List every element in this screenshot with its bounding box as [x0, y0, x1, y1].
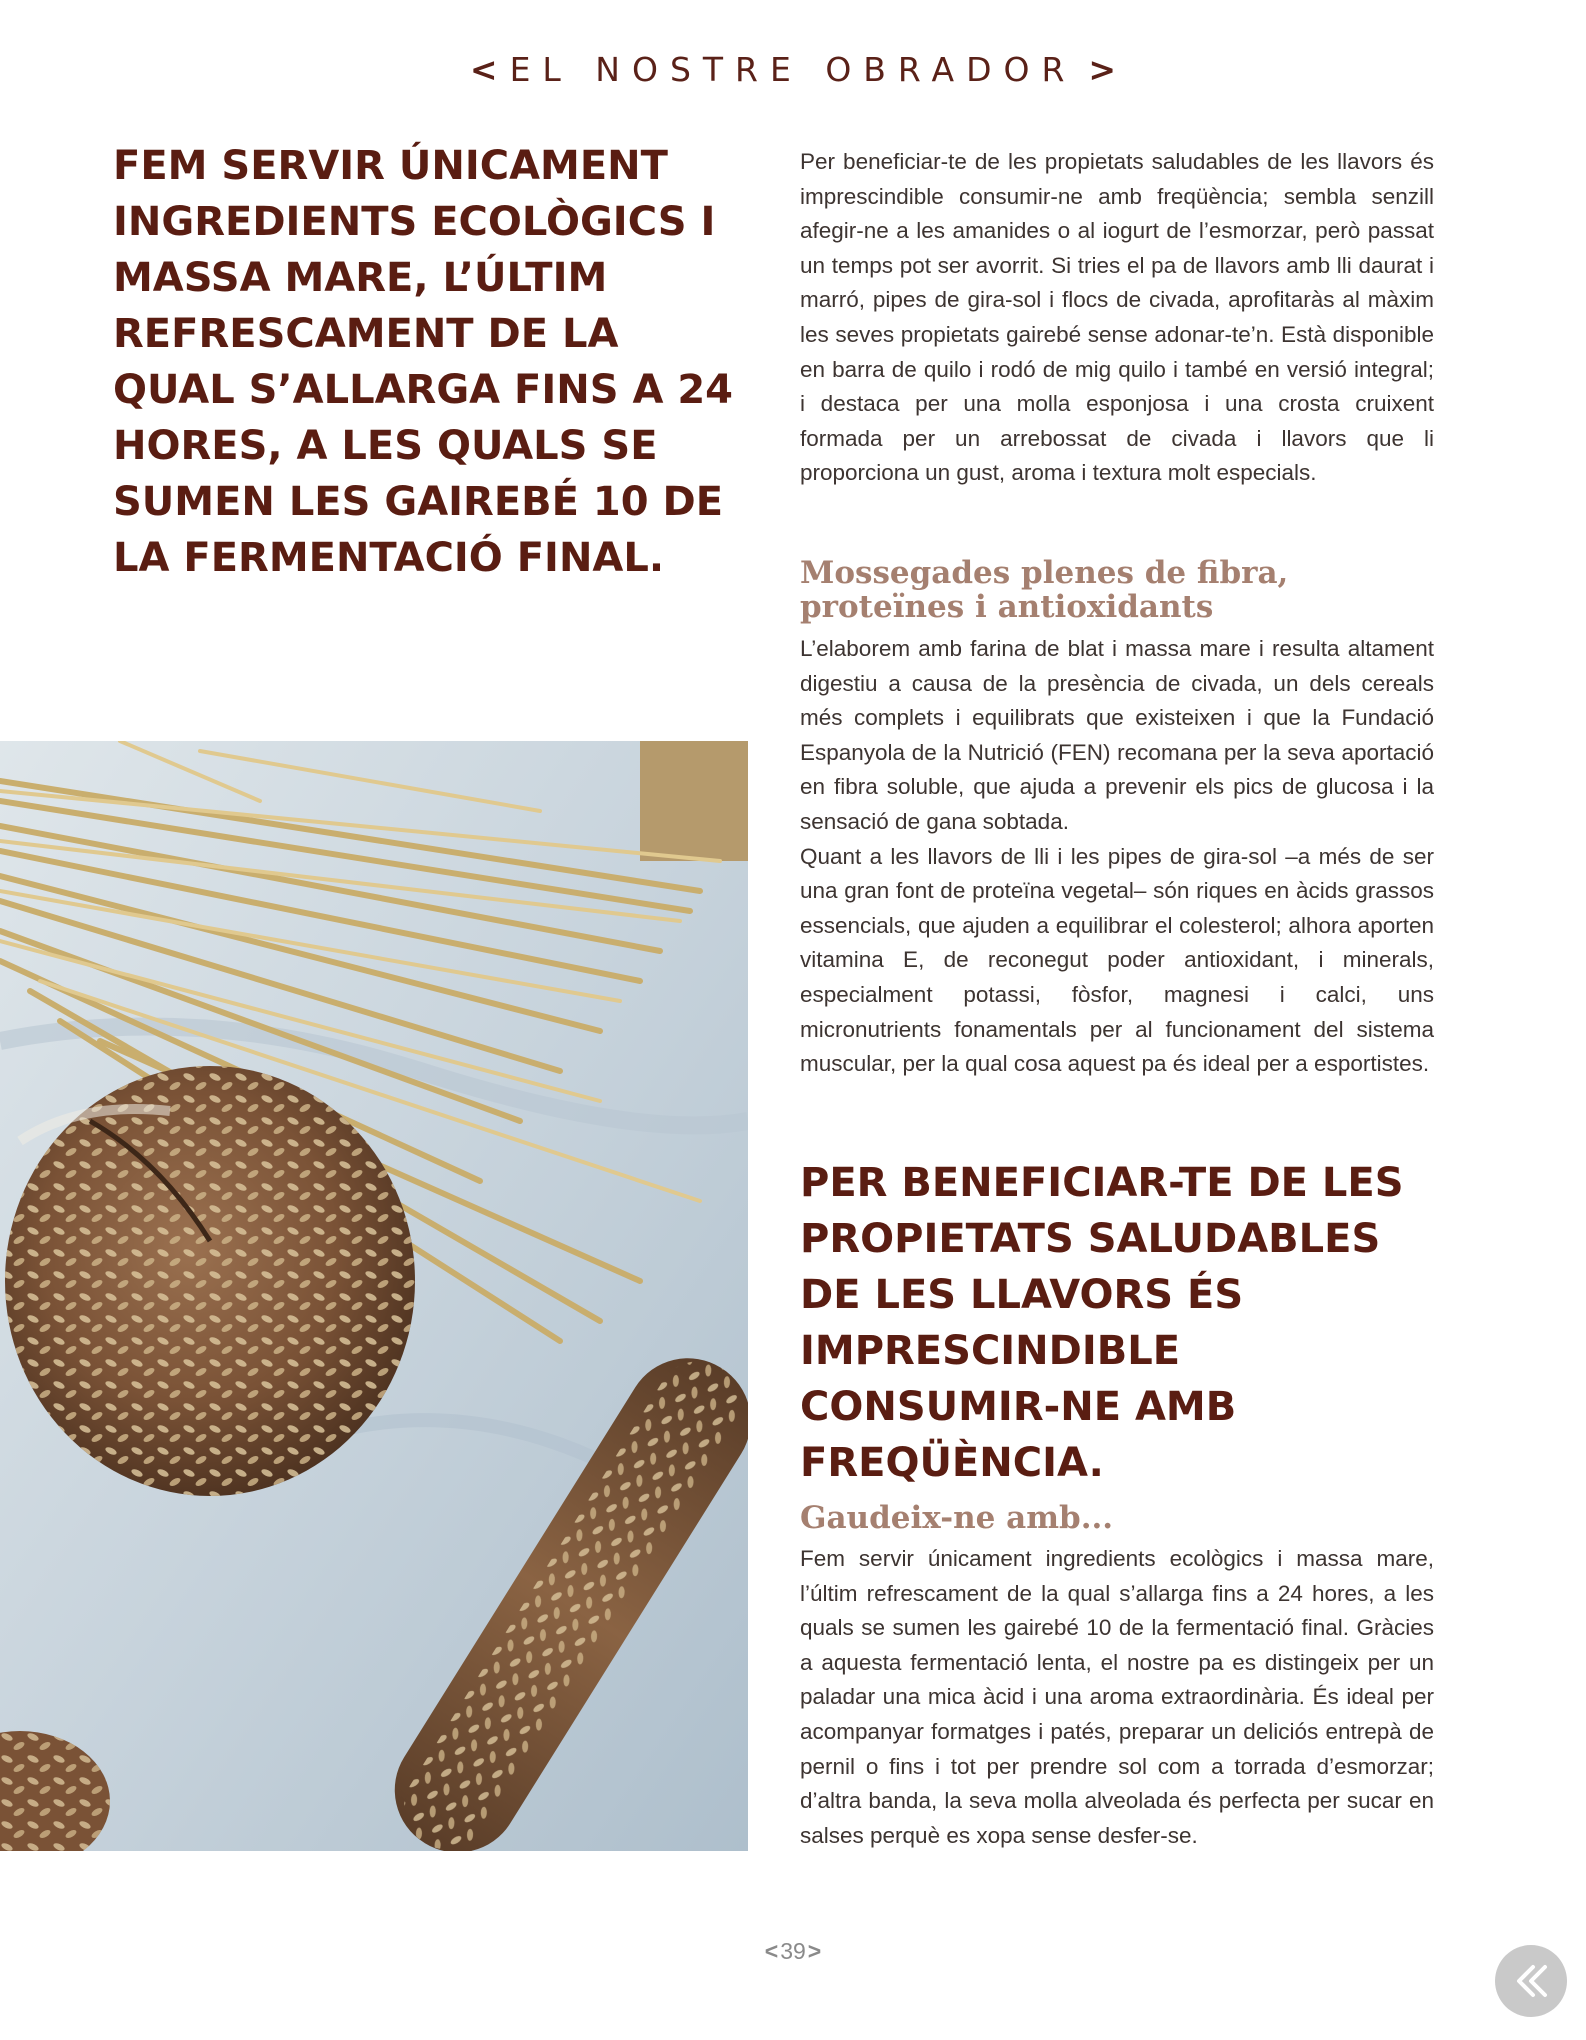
section-header — [0, 50, 1586, 89]
section-title: EL NOSTRE OBRADOR — [509, 50, 1077, 89]
enjoy-section-heading: Gaudeix-ne amb... — [800, 1500, 1114, 1536]
pull-quote-top: FEM SERVIR ÚNICAMENT INGREDIENTS ECOLÒGICS I MASSA MARE, L’ÚLTIM REFRESCAMENT DE LA QUAL S’ALLARGA FINS A 24 HORES, A LES QUALS SE SUMEN LES GAIREBÉ 10 DE LA FERMENTACIÓ FINAL. — [113, 143, 733, 581]
page-number — [0, 1938, 1586, 1965]
page-number-value: 39 — [780, 1938, 806, 1964]
fibre-section-body — [800, 632, 1434, 1082]
intro-paragraph: Per beneficiar-te de les propietats saludables de les llavors és imprescindible consumir-ne amb freqüència; sembla senzill afegir-ne a les amanides o al iogurt de l’esmorzar, però passat un temps pot ser avorrit. Si tries el pa de llavors amb lli daurat i marró, pipes de gira-sol i flocs de civada, aprofitaràs al màxim les seves propietats gairebé sense adonar-te’n. Està disponible en barra de quilo i rodó de mig quilo i també en versió integral; i destaca per una molla esponjosa i una crosta cruixent formada per un arrebossat de civada i llavors que li proporciona un gust, aroma i textura molt especials. — [800, 149, 1434, 486]
header-right-chevron: > — [1088, 50, 1117, 89]
page-right-chevron: > — [807, 1938, 822, 1964]
page-left-chevron: < — [764, 1938, 779, 1964]
double-chevron-left-icon — [1495, 1945, 1567, 2017]
header-left-chevron: < — [469, 50, 498, 89]
fibre-section-heading: Mossegades plenes de fibra, proteïnes i antioxidants — [800, 555, 1289, 625]
fibre-paragraph-2: Quant a les llavors de lli i les pipes de gira-sol –a més de ser una gran font de proteïna vegetal– són riques en àcids grassos essencials, que ajuden a equilibrar el colesterol; alhora aporten vitamina E, de reconegut poder antioxidant, i minerals, especialment potassi, fòsfor, magnesi i calci, uns micronutrients fonamentals per al funcionament del sistema muscular, per la qual cosa aquest pa és ideal per a esportistes. — [800, 843, 1434, 1077]
enjoy-section-body: Fem servir únicament ingredients ecològics i massa mare, l’últim refrescament de la qual s’allarga fins a 24 hores, a les quals se sumen les gairebé 10 de la fermentació final. Gràcies a aquesta fermentació lenta, el nostre pa es distingeix per un paladar una mica àcid i una aroma extraordinària. És ideal per acompanyar formatges i patés, preparar un deliciós entrepà de pernil o fins i tot per prendre sol com a torrada d’esmorzar; d’altra banda, la seva molla alveolada és perfecta per sucar en salses perquè es xopa sense desfer-se. — [800, 1546, 1434, 1848]
bread-photo — [0, 741, 748, 1851]
back-button[interactable] — [1495, 1945, 1567, 2017]
fibre-paragraph-1: L’elaborem amb farina de blat i massa mare i resulta altament digestiu a causa de la presència de civada, un dels cereals més complets i equilibrats que existeixen i que la Fundació Espanyola de la Nutrició (FEN) recomana per la seva aportació en fibra soluble, que ajuda a prevenir els pics de glucosa i la sensació de gana sobtada. — [800, 636, 1434, 834]
pull-quote-bottom: PER BENEFICIAR-TE DE LES PROPIETATS SALUDABLES DE LES LLAVORS ÉS IMPRESCINDIBLE CONSUMIR-NE AMB FREQÜÈNCIA. — [800, 1160, 1404, 1486]
